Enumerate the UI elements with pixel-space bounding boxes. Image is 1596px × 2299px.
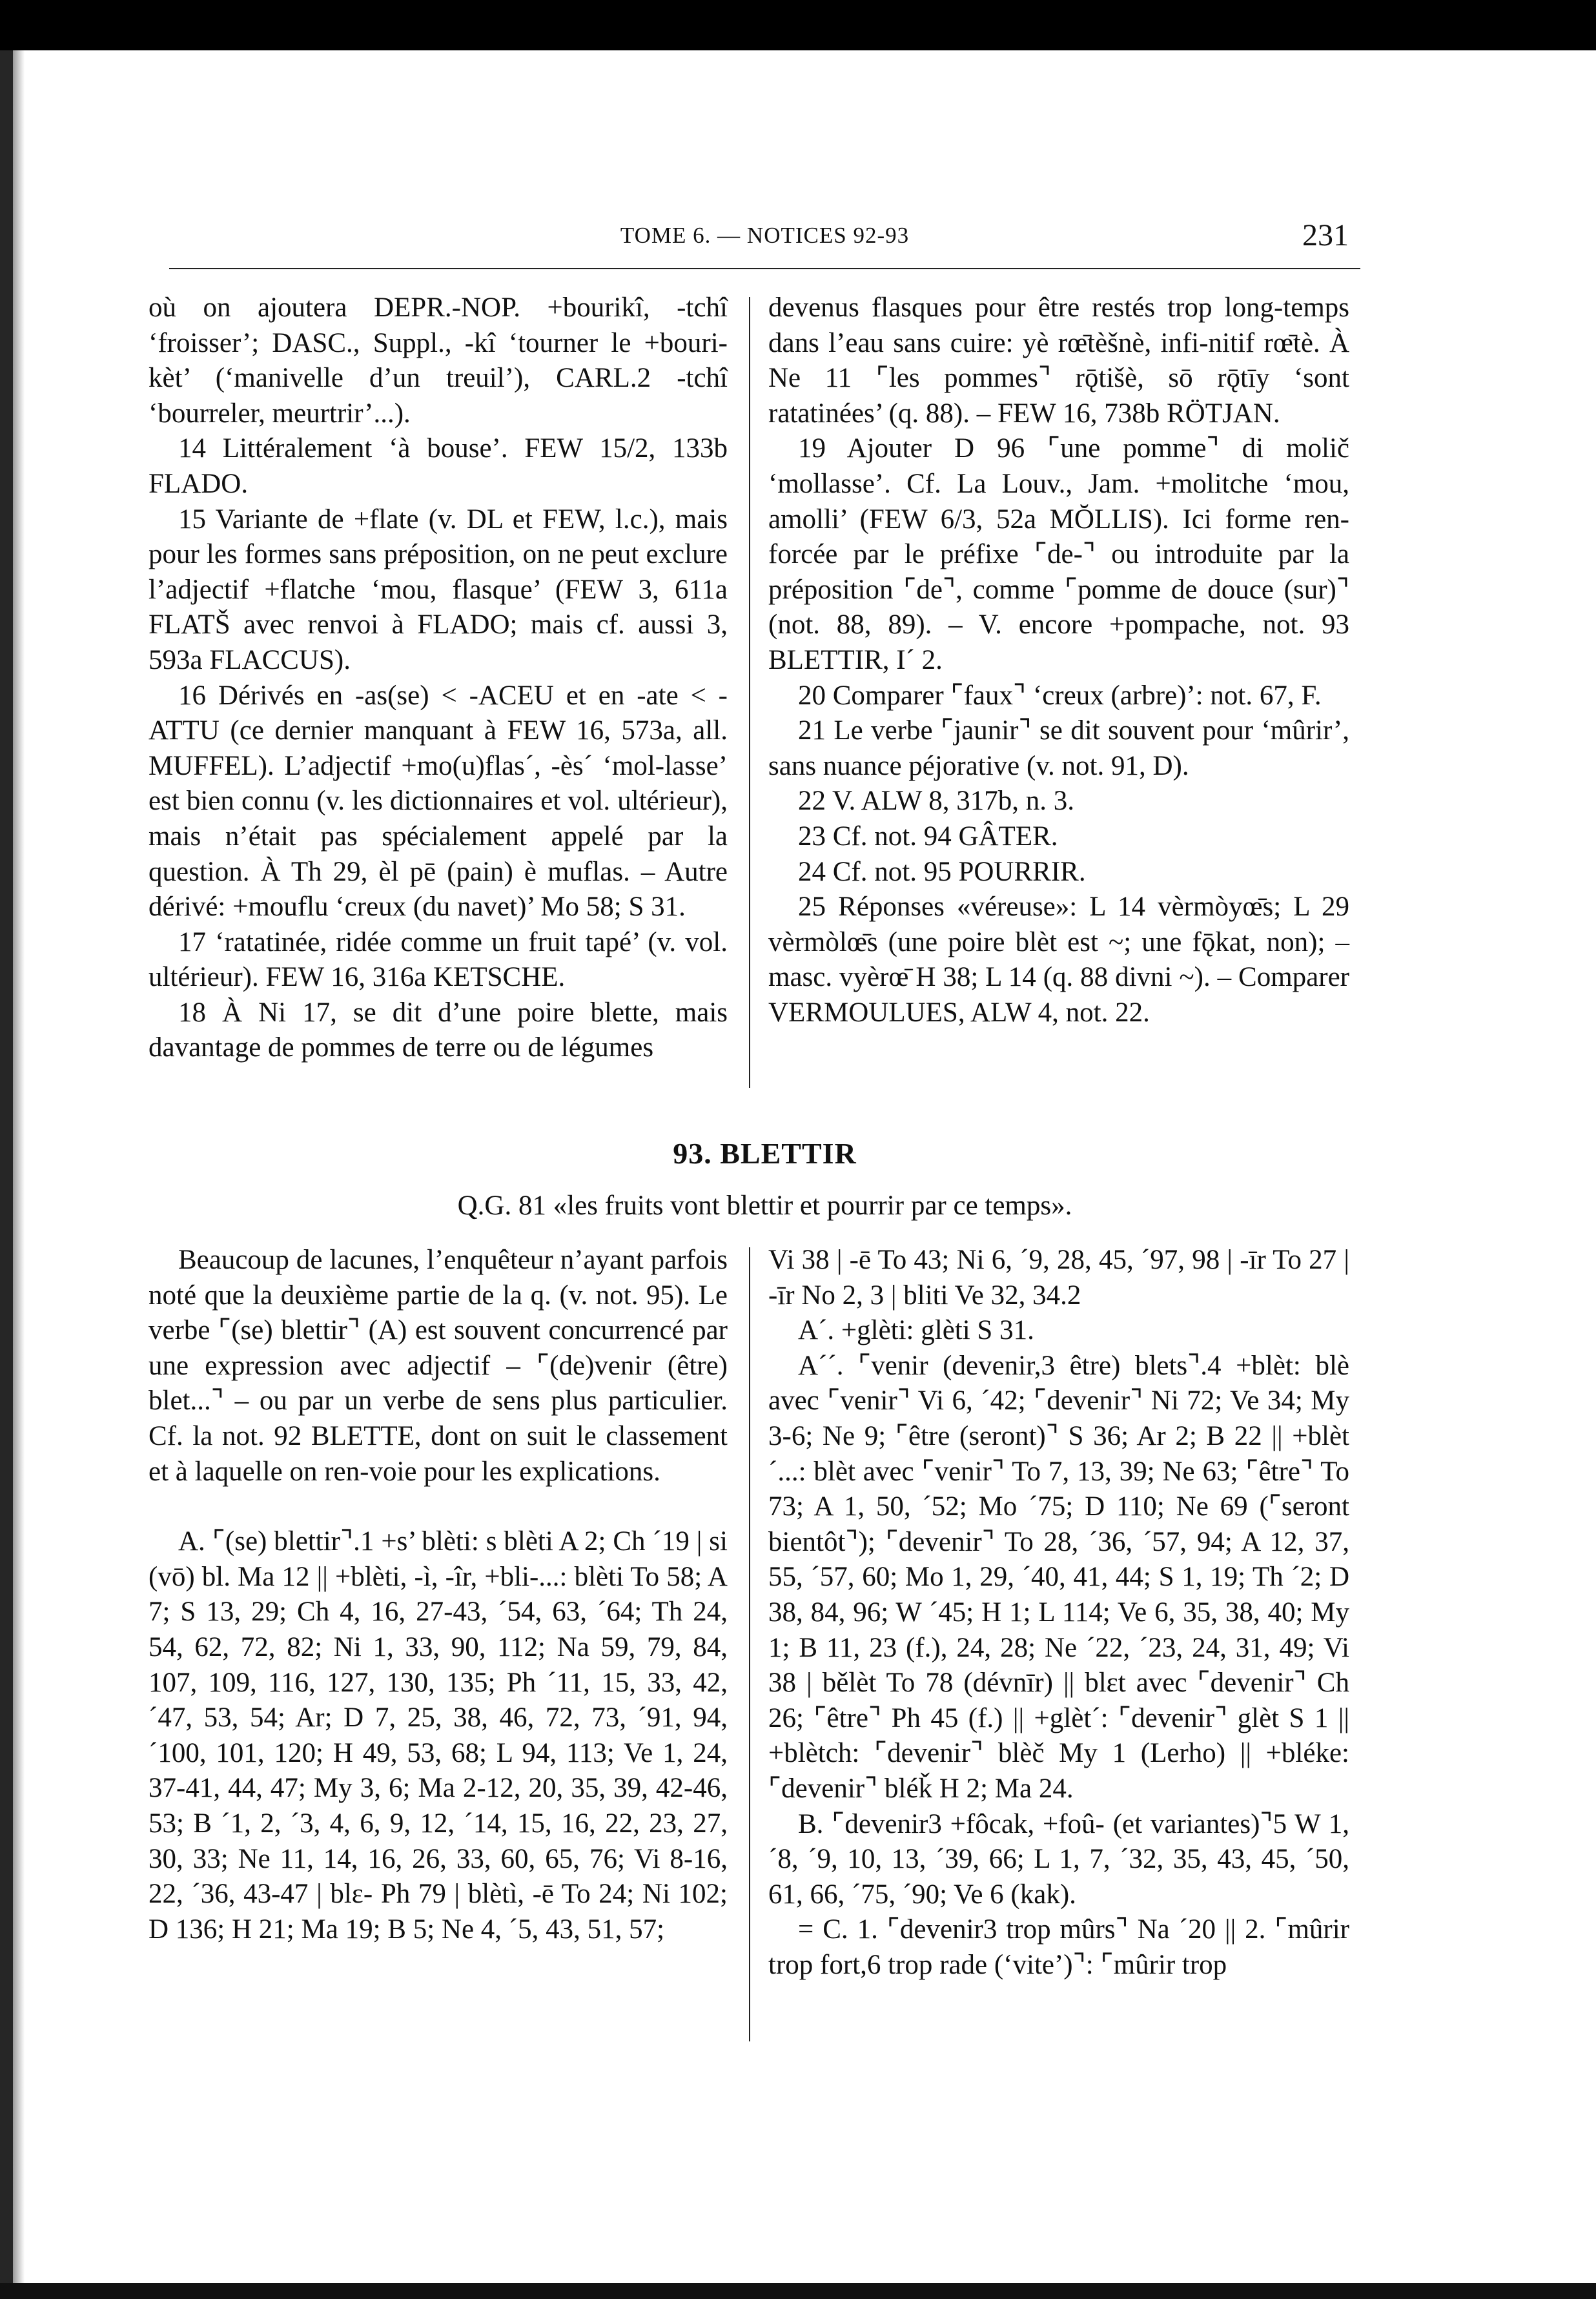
column-divider-top (749, 297, 750, 1088)
scan-bottom-edge (0, 2283, 1596, 2299)
entry-c: = C. 1. ⌜devenir3 trop mûrs⌝ Na ´20 || 2. ⌜mûrir trop fort,6 trop rade (‘vite’)⌝: ⌜mûrir trop (768, 1914, 1349, 1980)
section-question: Q.G. 81 «les fruits vont blettir et pourrir par ce temps». (457, 1190, 1072, 1221)
scan-left-shadow (13, 50, 25, 2299)
footnote-25: 25 Réponses «véreuse»: L 14 vèrmòyœ̄s; L 29 vèrmòlœ̄s (une poire blèt est ~; une fǭkat, non); – masc. vyèrœ̄ H 38; L 14 (q. 88 divni ~). – Comparer VERMOULUES, ALW 4, not. 22. (768, 892, 1349, 1028)
entry-a-prime: A´. +glèti: glèti S 31. (798, 1315, 1034, 1346)
footnote-20: 20 Comparer ⌜faux⌝ ‘creux (arbre)’: not. 67, F. (798, 680, 1322, 711)
footnote-23: 23 Cf. not. 94 GÂTER. (798, 821, 1058, 852)
footnote-18-continued: devenus flasques pour être restés trop long-temps dans l’eau sans cuire: yè rœ̄tèšnè, infi-nitif rœ̄tè. À Ne 11 ⌜les pommes⌝ rǭtišè, sō rǭtīy ‘sont ratatinées’ (q. 88). – FEW 16, 738b RÖTJAN. (768, 292, 1349, 429)
scan-left-edge (0, 50, 13, 2299)
footnote-24: 24 Cf. not. 95 POURRIR. (798, 856, 1086, 887)
footnote-17: 17 ‘ratatinée, ridée comme un fruit tapé’ (v. vol. ultérieur). FEW 16, 316a KETSCHE. (148, 926, 728, 993)
page-number: 231 (1302, 218, 1349, 252)
footnote-19: 19 Ajouter D 96 ⌜une pomme⌝ di molič ‘mollasse’. Cf. La Louv., Jam. +molitche ‘mou, amolli’ (FEW 6/3, 52a MŎLLIS). Ici forme ren-forcée par le préfixe ⌜de-⌝ ou introduite par la préposition ⌜de⌝, comme ⌜pomme de douce (sur)⌝ (not. 88, 89). – V. encore +pompache, not. 93 BLETTIR, I´ 2. (768, 433, 1349, 675)
footnote-22: 22 V. ALW 8, 317b, n. 3. (798, 786, 1075, 817)
intro-paragraph: Beaucoup de lacunes, l’enquêteur n’ayant parfois noté que la deuxième partie de la q. (v. not. 95). Le verbe ⌜(se) blettir⌝ (A) est souvent concurrencé par une expression avec adjectif – ⌜(de)venir (être) blet...⌝ – ou par un verbe de sens plus particulier. Cf. la not. 92 BLETTE, dont on suit le classement et à laquelle on ren-voie pour les explications. (148, 1245, 728, 1487)
running-title: TOME 6. — NOTICES 92-93 (620, 223, 910, 248)
running-header (169, 216, 1360, 261)
column-divider-bottom (749, 1247, 750, 2041)
section-heading: 93. BLETTIR (673, 1137, 857, 1170)
entry-b: B. ⌜devenir3 +fôcak, +foû- (et variantes)⌝5 W 1, ´8, ´9, 10, 13, ´39, 66; L 1, 7, ´32, 35, 43, 45, ´50, 61, 66, ´75, ´90; Ve 6 (kak). (768, 1808, 1349, 1910)
notes-column-right (768, 291, 1349, 1030)
footnote-16: 16 Dérivés en -as(se) < -ACEU et en -ate < -ATTU (ce dernier manquant à FEW 16, 573a, all. MUFFEL). L’adjectif +mo(u)flas´, -ès´ ‘mol-lasse’ est bien connu (v. les dictionnaires et vol. ultérieur), mais n’était pas spécialement appelé par la question. À Th 29, èl pē (pain) è muflas. – Autre dérivé: +mouflu ‘creux (du navet)’ Mo 58; S 31. (148, 680, 728, 923)
notes-column-left (148, 291, 728, 1066)
entry-a-continued: Vi 38 | -ē To 43; Ni 6, ´9, 28, 45, ´97, 98 | -īr To 27 | -īr No 2, 3 | bliti Ve 32, 34.2 (768, 1245, 1349, 1311)
scan-top-edge (0, 0, 1596, 50)
body-column-right (768, 1243, 1349, 1983)
footnote-15: 15 Variante de +flate (v. DL et FEW, l.c.), mais pour les formes sans préposition, on ne peut exclure l’adjectif +flatche ‘mou, flasque’ (FEW 3, 611a FLATŠ avec renvoi à FLADO; mais cf. aussi 3, 593a FLACCUS). (148, 504, 728, 675)
header-rule (169, 268, 1360, 269)
entry-a: A. ⌜(se) blettir⌝.1 +s’ blèti: s blèti A 2; Ch ´19 | si (vō) bl. Ma 12 || +blèti, -ì, -îr, +bli-...: blèti To 58; A 7; S 13, 29; Ch 4, 16, 27-43, ´54, 63, ´64; Th 24, 54, 62, 72, 82; Ni 1, 33, 90, 112; Na 59, 79, 84, 107, 109, 116, 127, 130, 135; Ph ´11, 15, 33, 42, ´47, 53, 54; Ar; D 7, 25, 38, 46, 72, 73, ´91, 94, ´100, 101, 120; H 49, 53, 68; L 94, 113; Ve 1, 24, 37-41, 44, 47; My 3, 6; Ma 2-12, 20, 35, 39, 42-46, 53; B ´1, 2, ´3, 4, 6, 9, 12, ´14, 15, 16, 22, 23, 27, 30, 33; Ne 11, 14, 16, 26, 33, 60, 65, 76; Vi 8-16, 22, ´36, 43-47 | blɛ- Ph 79 | blètì, -ē To 24; Ni 102; D 136; H 21; Ma 19; B 5; Ne 4, ´5, 43, 51, 57; (148, 1526, 728, 1945)
footnote-21: 21 Le verbe ⌜jaunir⌝ se dit souvent pour ‘mûrir’, sans nuance péjorative (v. not. 91, D). (768, 715, 1349, 781)
footnote-18: 18 À Ni 17, se dit d’une poire blette, mais davantage de pommes de terre ou de légumes (148, 997, 728, 1063)
footnote-13-continued: où on ajoutera DEPR.-NOP. +bourikî, -tchî ‘froisser’; DASC., Suppl., -kî ‘tourner le +bouri-kèt’ (‘manivelle d’un treuil’), CARL.2 -tchî ‘bourreler, meurtrir’...). (148, 292, 728, 429)
footnote-14: 14 Littéralement ‘à bouse’. FEW 15/2, 133b FLADO. (148, 433, 728, 499)
entry-a-double-prime: A´´. ⌜venir (devenir,3 être) blets⌝.4 +blèt: blè avec ⌜venir⌝ Vi 6, ´42; ⌜devenir⌝ Ni 72; Ve 34; My 3-6; Ne 9; ⌜être (seront)⌝ S 36; Ar 2; B 22 || +blèt´...: blèt avec ⌜venir⌝ To 7, 13, 39; Ne 63; ⌜être⌝ To 73; A 1, 50, ´52; Mo ´75; D 110; Ne 69 (⌜seront bientôt⌝); ⌜devenir⌝ To 28, ´36, ´57, 94; A 12, 37, 55, ´57, 60; Mo 1, 29, ´40, 41, 44; S 1, 19; Th ´2; D 38, 84, 96; W ´45; H 1; L 114; Ve 6, 35, 38, 40; My 1; B 11, 23 (f.), 24, 28; Ne ´22, ´23, 24, 31, 49; Vi 38 | bělèt To 78 (dévnīr) || blɛt avec ⌜devenir⌝ Ch 26; ⌜être⌝ Ph 45 (f.) || +glèt´: ⌜devenir⌝ glèt S 1 || +blètch: ⌜devenir⌝ blèč My 1 (Lerho) || +bléke: ⌜devenir⌝ bléǩ H 2; Ma 24. (768, 1350, 1349, 1804)
body-column-left (148, 1243, 728, 1947)
